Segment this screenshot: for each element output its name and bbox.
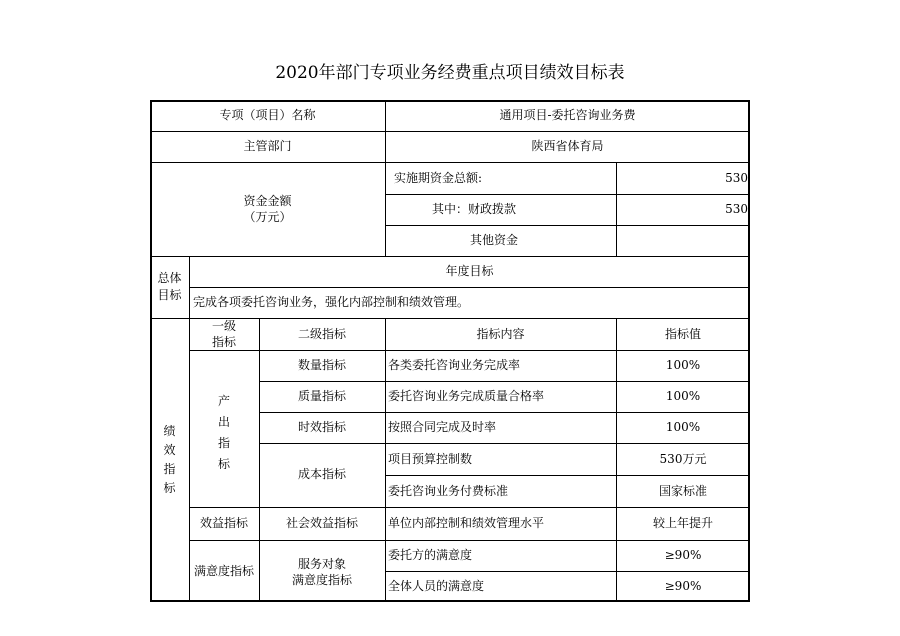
page-title: 2020年部门专项业务经费重点项目绩效目标表 <box>275 63 625 83</box>
content-cell: 项目预算控制数 <box>388 452 473 466</box>
content-cell: 委托方的满意度 <box>388 548 473 562</box>
level2-cell: 社会效益指标 <box>285 516 358 530</box>
row-divider <box>189 287 750 288</box>
funds-label: 资金金额 <box>243 194 292 208</box>
row-divider <box>150 256 750 257</box>
value-cell: 100% <box>665 389 701 403</box>
row-divider <box>259 381 750 382</box>
total-funds-label: 实施期资金总额: <box>394 171 483 185</box>
annual-target-header: 年度目标 <box>445 264 494 278</box>
value-cell: 100% <box>665 420 701 434</box>
column-divider <box>385 100 386 256</box>
content-header: 指标内容 <box>476 327 525 341</box>
column-divider <box>385 318 386 602</box>
value-cell: 较上年提升 <box>652 516 713 530</box>
total-funds-value: 530 <box>725 171 748 185</box>
content-cell: 单位内部控制和绩效管理水平 <box>388 516 545 530</box>
fiscal-funds-label: 其中：财政拨款 <box>432 202 517 216</box>
level1-cell: 满意度指标 <box>193 564 254 578</box>
value-header: 指标值 <box>664 327 701 341</box>
content-cell: 按照合同完成及时率 <box>388 420 497 434</box>
level1-header: 一级 <box>211 319 236 333</box>
performance-indicator-label: 绩 效 指 标 <box>163 424 176 495</box>
row-divider <box>150 131 750 132</box>
content-cell: 各类委托咨询业务完成率 <box>388 358 521 372</box>
overall-target-label-2: 目标 <box>157 288 182 302</box>
content-cell: 委托咨询业务付费标准 <box>388 484 509 498</box>
row-divider <box>259 443 750 444</box>
level1-cell: 效益指标 <box>199 516 248 530</box>
content-cell: 委托咨询业务完成质量合格率 <box>388 389 545 403</box>
department-value: 陕西省体育局 <box>531 139 604 153</box>
level2-cell: 成本指标 <box>297 467 346 481</box>
row-divider <box>385 194 750 195</box>
row-divider <box>189 540 750 541</box>
level1-header-2: 指标 <box>211 335 236 349</box>
annual-target-text: 完成各项委托咨询业务，强化内部控制和绩效管理。 <box>193 295 470 309</box>
level2-header: 二级指标 <box>297 327 346 341</box>
output-indicator-label: 产 出 指 标 <box>217 394 230 471</box>
level2-cell: 质量指标 <box>297 389 346 403</box>
fiscal-funds-value: 530 <box>725 202 748 216</box>
value-cell: 国家标准 <box>658 484 707 498</box>
level2-cell: 服务对象 <box>297 557 346 571</box>
level2-cell: 数量指标 <box>297 358 346 372</box>
row-divider <box>189 350 750 351</box>
row-divider <box>150 162 750 163</box>
value-cell: 100% <box>665 358 701 372</box>
value-cell: 530万元 <box>659 452 707 466</box>
row-divider <box>385 475 750 476</box>
row-divider <box>385 225 750 226</box>
department-label: 主管部门 <box>243 139 292 153</box>
content-cell: 全体人员的满意度 <box>388 579 485 593</box>
level2-cell-2: 满意度指标 <box>291 573 352 587</box>
funds-unit-label: （万元） <box>243 210 292 224</box>
level2-cell: 时效指标 <box>297 420 346 434</box>
row-divider <box>385 571 750 572</box>
value-cell: ≥90% <box>664 579 702 593</box>
project-name-label: 专项（项目）名称 <box>219 108 316 122</box>
row-divider <box>259 412 750 413</box>
other-funds-label: 其他资金 <box>470 233 519 247</box>
row-divider <box>189 507 750 508</box>
project-name-value: 通用项目-委托咨询业务费 <box>499 108 636 122</box>
overall-target-label: 总体 <box>157 271 182 285</box>
value-cell: ≥90% <box>664 548 702 562</box>
